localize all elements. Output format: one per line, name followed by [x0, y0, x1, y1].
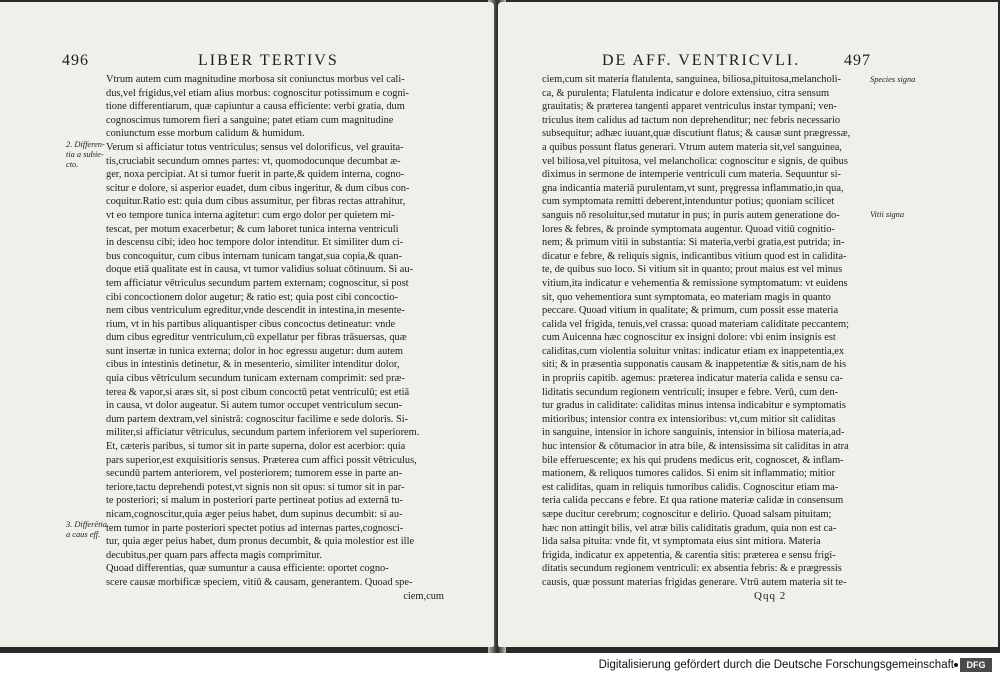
text-line: nem cibus ventriculum egreditur,vnde descendit in intestina,in mesente- — [106, 305, 405, 317]
running-title: DE AFF. VENTRICVLI. — [602, 52, 801, 69]
text-line: diximus in sermone de intemperie ventriculi cum materia. Sequuntur si- — [542, 169, 841, 181]
text-line: vel biliosa,vel pituitosa, vel melancholica: cognoscitur e signis, de quibus — [542, 155, 848, 167]
text-line: vitium,ita indicatur e vehementia & remissione symptomatum: vt euidens — [542, 277, 848, 289]
text-line: Et, cæteris paribus, si tumor sit in parte superna, dolor est acerbior: quia — [106, 441, 406, 453]
text-line: terea & vapor,si aræs sit, si post cibum concoctū petat ventriculū; est etiā — [106, 386, 410, 398]
margin-note: Vitii signa — [870, 210, 905, 219]
text-line: frigida, indicatur ex appetentia, & carentia sitis: præterea e sensu frigi- — [542, 549, 836, 561]
text-line: in propriis capitib. agemus: præterea indicatur materia calida e sensu ca- — [542, 373, 843, 385]
text-line: est caliditas, quam in reliquis tumoribus calidis. Cognoscitur etiam ma- — [542, 481, 839, 493]
text-line: gna indicantia materiā purulentam,vt sunt, pręgressa inflammatio,in qua, — [542, 182, 844, 194]
text-line: bus concoquitur, cum cibus internam tunicam tangat,sua copia,& quan- — [106, 250, 402, 262]
text-line: Quoad differentias, quæ sumuntur a causa efficiente: oportet cogno- — [106, 563, 389, 575]
text-line: sunt insertæ in tunica externa; dolor in hoc egressu augetur: dum autem — [106, 345, 403, 357]
text-line: nicam,cognoscitur,quia æger peius habet, dum supinus decumbit: si au- — [106, 509, 403, 520]
text-line: in causa, vt dolor augeatur. Si autem tumor occupet ventriculum secun- — [106, 400, 403, 412]
text-line: siti; & in præsentia supponatis causam & inappetentiæ & sitis,nam de his — [542, 359, 847, 371]
text-line: tione differentiarum, quæ capiuntur a causa efficiente: verbi gratia, dum — [106, 101, 405, 113]
text-line: mationem, & reliquos tumores calidos. Si enim sit inflammatio; mitior — [542, 468, 835, 480]
text-line: coquitur.Ratio est: quia dum cibus assumitur, per fibras rectas attrahitur, — [106, 196, 406, 208]
separator-dot — [954, 663, 958, 667]
text-line: te posteriori; si malum in posteriori parte pertineat potius ad externā tu- — [106, 495, 403, 507]
text-line: bile efferuescente; ex his qui prudens medicus erit, cognoscet, & inflam- — [542, 454, 844, 466]
text-line: Verum si afficiatur totus ventriculus; sensus vel dolorificus, vel grauita- — [106, 141, 404, 153]
text-line: vt eo tempore tunica interna agitetur: cum ergo dolor per quietem mi- — [106, 209, 395, 221]
text-line: nem; & primum vitii in substantia: Si materia,verbi gratia,est putrida; in- — [542, 237, 845, 249]
text-line: tem afficiatur vētriculus secundum partem externam; cognoscitur, si post — [106, 277, 409, 289]
text-line: ciem,cum sit materia flatulenta, sanguinea, biliosa,pituitosa,melancholi- — [542, 74, 841, 85]
text-line: in sanguine, intensior in ichore sanguinis, intensior in biliosa materia,ad- — [542, 427, 845, 439]
text-line: teria calida peccans e febre. Et qua ratione materiæ calidæ in consensum — [542, 495, 844, 507]
text-line: tem tumor in parte posteriori spectet potius ad internas partes,cognosci- — [106, 522, 404, 534]
signature-mark: Qqq 2 — [754, 590, 787, 602]
footer-bar — [0, 653, 1000, 677]
right-page — [498, 2, 998, 647]
text-line: hæc non attingit bilis, vel atræ bilis caliditatis gradum, quia non est ca- — [542, 522, 837, 534]
text-line: teriore,tactu deprehendi potest,vt signis non sit opus: si tumor sit in par- — [106, 481, 405, 493]
text-line: dus,vel frigidus,vel etiam alius morbus: cognoscitur potissimum e cogni- — [106, 87, 410, 99]
text-line: mitioribus; intensior contra ex intensioribus: vt,cum mitior sit caliditas — [542, 413, 836, 425]
left-page — [0, 2, 494, 647]
text-line: caliditas,cum violentia soluitur vnitas: indicatur etiam ex inappetentia,ex — [542, 345, 845, 357]
text-line: scere causæ morbificæ speciem, vitiū & causam, generantem. Quoad spe- — [106, 576, 413, 588]
funding-notice: Digitalisierung gefördert durch die Deutsche Forschungsgemeinschaft — [598, 659, 954, 671]
text-line: sanguis nō resoluitur,sed mutatur in pus; in puris autem generatione do- — [542, 209, 840, 221]
text-line: subsequitur; adhæc iuuant,quæ discutiunt flatus; & causæ sunt prægressæ, — [542, 128, 851, 140]
text-line: tur gradus in caliditate: caliditas minus intensa indicabitur e symptomatis — [542, 400, 846, 412]
text-line: cibus in intestinis detinetur, & in mesenterio, similiter intenditur dolor, — [106, 359, 400, 371]
margin-note: 2. Differen- tia a subie- cto. — [66, 140, 105, 169]
text-line: quia cibus vētriculum secundum tunicam externam comprimit: sed præ- — [106, 373, 405, 385]
text-line: ditatis secundum regionem ventriculi: ex absentia febris: & e prægressis — [542, 563, 842, 575]
text-line: cum Auicenna hæc cognoscitur ex insigni dolore: vbi enim insignis est — [542, 332, 836, 344]
text-line: triculus item calidus ad tactum non deprehenditur; nec febris necessario — [542, 114, 841, 126]
text-line: peccare. Quoad vitium in qualitate; & primum, cum possit esse materia — [542, 305, 839, 317]
text-line: secundū partem anteriorem, vel posteriorem; tumorem esse in parte an- — [106, 468, 403, 480]
running-title: LIBER TERTIVS — [198, 52, 339, 69]
margin-note: 3. Differētia a caus eff. — [66, 520, 107, 539]
text-line: cibi concoctionem dolor augetur; & ratio est; quia post cibi concoctio- — [106, 291, 399, 303]
text-line: cum symptomata remitti deberent,intenduntur potius; quoniam scilicet — [542, 196, 835, 208]
body-text — [106, 73, 444, 603]
text-line: in descensu cibi; ideo hoc tempore dolor intenditur. Et similiter dum ci- — [106, 237, 404, 249]
margin-note: Species signa — [870, 75, 916, 84]
text-line: tescat, per motum exacerbetur; & cum laboret tunica interna ventriculi — [106, 223, 399, 235]
text-line: tis,cruciabit secundum omnes partes: vt, quomodocunque decumbat æ- — [106, 155, 401, 167]
text-line: liditatis secundum regionem ventriculi; insuper e febre. Verū, cum den- — [542, 386, 839, 398]
text-line: huc intensior & cōtumacior in atra bile, & intensissima sit caliditas in atra — [542, 441, 849, 453]
text-line: ger, noxa percipiat. At si tumor fuerit in parte,& quidem interna, cogno- — [106, 169, 405, 181]
text-line: lida salsa pituita: vnde fit, vt symptomata eius sint mitiora. Materia — [542, 536, 821, 548]
text-line: rium, vt in his partibus aliquantisper cibus concoctus detineatur: vnde — [106, 318, 396, 330]
dfg-logo: DFG — [960, 658, 992, 672]
page-number: 496 — [62, 52, 89, 69]
text-line: dum cibus egreditur ventriculum,cū expellatur per fibras trāsuersas, quæ — [106, 332, 407, 344]
text-line: a quibus possunt flatus generari. Vtrum autem materia sit,vel sanguinea, — [542, 141, 842, 153]
text-line: doque etiā qualitate est in causa, vt tumor validius soluat cōtinuum. Si au- — [106, 264, 414, 276]
text-line: ca, & purulenta; Flatulenta indicatur e dolore extensiuo, citra sensum — [542, 87, 830, 99]
text-line: dicatur e febre, & reliquis signis, indicantibus vitium quod est in calidita- — [542, 250, 847, 262]
text-line: Vtrum autem cum magnitudine morbosa sit coniunctus morbus vel cali- — [106, 74, 405, 85]
text-line: ciem,cum — [403, 590, 444, 602]
text-line: te, de quibus suo loco. Si vitium sit in quanto; prout maius est vel minus — [542, 264, 843, 276]
text-line: sæpe ducitur cerebrum; cognoscitur e delirio. Quoad salsam pituitam; — [542, 509, 832, 520]
text-line: grauitatis; & præterea tangenti apparet ventriculus instar tympani; ven- — [542, 101, 837, 113]
text-line: lores & febres, & proinde symptomata augentur. Quoad vitiū cognitio- — [542, 223, 835, 235]
page-number: 497 — [844, 52, 871, 69]
text-line: militer,si afficiatur vētriculus, secundum partem inferiorem vel superiorem. — [106, 427, 420, 439]
text-line: dum partem dextram,vel sinistrā: cognoscitur facilime e sede doloris. Si- — [106, 413, 409, 425]
text-line: sit, quo vehementiora sunt symptomata, eo materiam magis in quanto — [542, 291, 831, 303]
text-line: causis, quæ possunt materias frigidas generare. Vtrū autem materia sit te- — [542, 576, 847, 588]
text-line: calida vel frigida, tenuis,vel crassa: quoad materiam caliditate peccantem; — [542, 318, 849, 330]
text-line: cognoscimus tumorem fieri a sanguine; patet etiam cum magnitudine — [106, 114, 394, 126]
text-line: decubitus,per quam pars affecta magis comprimitur. — [106, 549, 322, 561]
text-line: coniunctum esse morbum calidum & humidum. — [106, 128, 305, 140]
text-line: pars superior,est exquisitioris sensus. Præterea cum affici possit vētriculus, — [106, 454, 417, 466]
text-line: scitur e dolore, si asperior euadet, dum cibus ingeritur, & dum cibus con- — [106, 182, 410, 194]
text-line: tur, quia æger peius habet, dum pronus decumbit, & quia molestior est ille — [106, 536, 415, 548]
body-text — [542, 73, 872, 590]
